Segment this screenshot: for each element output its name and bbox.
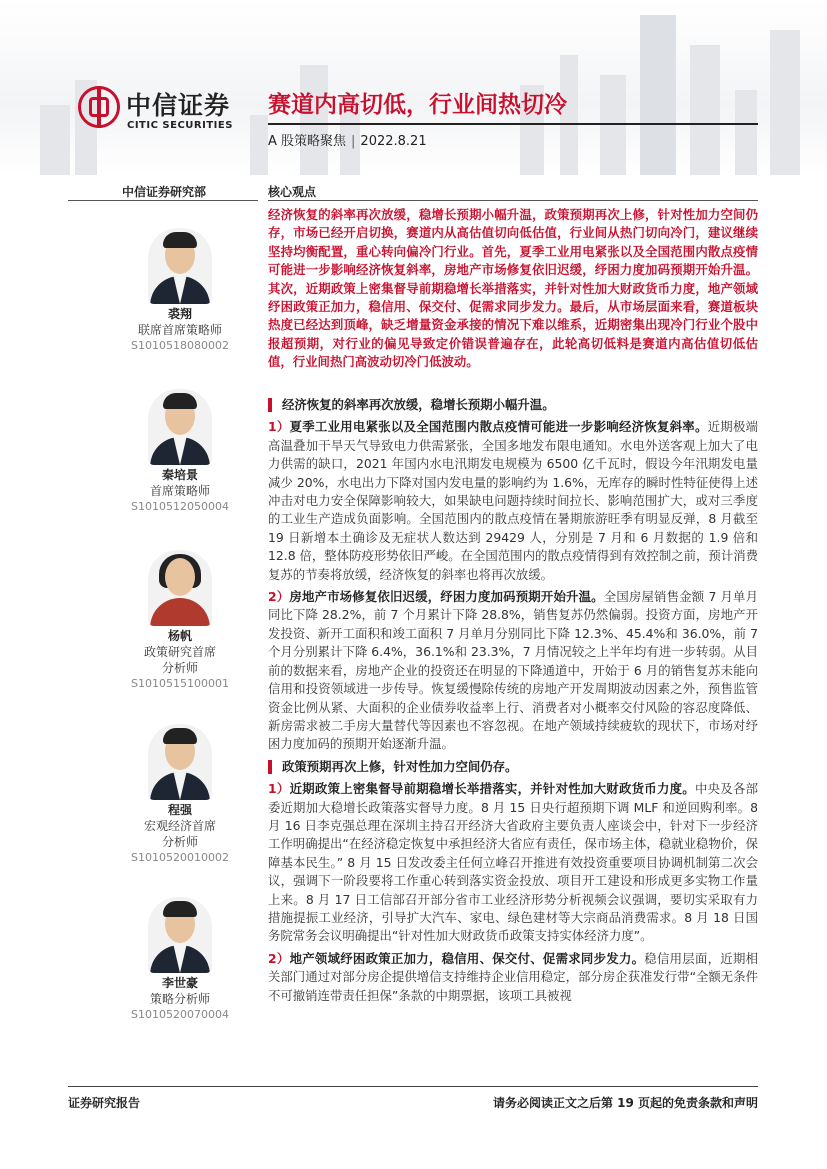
divider (68, 200, 258, 201)
analyst-title: 分析师 (161, 835, 198, 849)
body-paragraph (268, 950, 758, 1005)
analyst-license-id: S1010520070004 (131, 1008, 229, 1021)
analyst-title: 联席首席策略师 (137, 323, 222, 337)
avatar (148, 228, 212, 304)
analyst-license-id: S1010512050004 (131, 500, 229, 513)
item-number: 2） (268, 589, 290, 605)
analyst-license-id: S1010518080002 (131, 339, 229, 352)
paragraph-body: 全国房屋销售金额 7 月单月同比下降 28.2%，前 7 个月累计下降 28.8%，销售复苏仍然偏弱。投资方面，房地产开发投资、新开工面积和竣工面积 7 月单月分别同比下降 12.3%、45.4%和 36.0%，前 7 个月分别累计下降 6.4%，36.1%和 23.3%，7 月情况较之上半年均有进一步转弱。从目前的数据来看，房地产企业的投资还在明显的下降通道中，开始于 6 月的销售复苏未能向信用和投资领域进一步传导。恢复缓慢除传统的房地产开发周期波动因素之外，预售监管资金比例从紧、大面积的企业债券收益率上行、消费者对小概率交付风险的容忍度降低、新房需求被二手房大量替代等因素也不容忽视。在地产领域持续疲软的现状下，市场对纾困力度加码的预期开始逐渐升温。 (268, 589, 759, 752)
avatar (148, 724, 212, 800)
report-series: A 股策略聚焦 (268, 134, 347, 149)
avatar (148, 550, 212, 626)
paragraph-body: 中央及各部委近期加大稳增长政策落实督导力度。8 月 15 日央行超预期下调 MLF 和逆回购利率。8 月 16 日李克强总理在深圳主持召开经济大省政府主要负责人座谈会中，针对下一步经济工作明确提出“在经济稳定恢复中承担经济大省应有责任，保市场主体，稳就业稳物价，保障基本民生。” 8 月 15 日发改委主任何立峰召开推进有效投资重要项目协调机制第二次会议，强调下一阶段要将工作重心转到落实资金投放、项目开工建设和形成更多实物工作量上来。8 月 17 日工信部召开部分省市工业经济形势分析视频会议强调，要切实采取有力措施提振工业经济，引导扩大汽车、家电、绿色建材等大宗商品消费需求。8 月 18 日国务院常务会议明确提出“针对性加大财政货币政策支持实体经济力度”。 (268, 781, 759, 944)
analyst-card (100, 550, 260, 692)
item-number: 1） (268, 419, 290, 435)
footer-divider (68, 1086, 758, 1087)
analyst-license-id: S1010520010002 (131, 851, 229, 864)
separator: | (351, 134, 356, 149)
section-heading: 政策预期再次上修，针对性加力空间仍存。 (268, 758, 758, 776)
body-paragraph (268, 588, 758, 754)
report-title: 赛道内高切低，行业间热切冷 (268, 92, 567, 118)
paragraph-body: 稳信用层面，近期相关部门通过对部分房企提供增信支持维持企业信用稳定，部分房企获准发行带“全额无条件不可撤销连带责任担保”条款的中期票据，该项工具被视 (268, 950, 759, 1003)
logo-text-cn: 中信证券 (126, 91, 231, 120)
citic-logo-icon (78, 86, 120, 128)
analyst-title: 策略分析师 (149, 992, 210, 1006)
core-view-text: 经济恢复的斜率再次放缓，稳增长预期小幅升温，政策预期再次上修，针对性加力空间仍存，市场已经开启切换，赛道内从高估值切向低估值，行业间从热门切向冷门，建议继续坚持均衡配置，重心转向偏冷门行业。首先，夏季工业用电紧张以及全国范围内散点疫情可能进一步影响经济恢复斜率，房地产市场修复依旧迟缓，纾困力度加码预期开始升温。其次，近期政策上密集督导前期稳增长举措落实，并针对性加大财政货币力度，地产领域纾困政策正加力，稳信用、保交付、促需求同步发力。最后，从市场层面来看，赛道板块热度已经达到顶峰，缺乏增量资金承接的情况下难以维系，近期密集出现冷门行业个股中报超预期，对行业的偏见导致定价错误普遍存在，此轮高切低料是赛道内高估值切低估值，行业间热门高波动切冷门低波动。 (268, 207, 758, 370)
avatar (148, 389, 212, 465)
analyst-title: 宏观经济首席 (143, 819, 216, 833)
body-paragraph (268, 418, 758, 584)
analyst-card (100, 724, 260, 866)
citic-logo (78, 84, 258, 140)
analyst-name: 程强 (167, 803, 192, 817)
item-number: 2） (268, 950, 290, 966)
paragraph-lead: 夏季工业用电紧张以及全国范围内散点疫情可能进一步影响经济恢复斜率。 (289, 419, 708, 435)
analyst-card (100, 228, 260, 354)
core-view-heading: 核心观点 (268, 185, 317, 199)
report-date: 2022.8.21 (360, 134, 427, 149)
item-number: 1） (268, 781, 290, 797)
analyst-title: 政策研究首席 (143, 645, 216, 659)
paragraph-lead: 近期政策上密集督导前期稳增长举措落实，并针对性加大财政货币力度。 (289, 781, 695, 797)
analyst-name: 杨帆 (167, 629, 192, 643)
paragraph-body: 近期极端高温叠加干旱天气导致电力供需紧张，全国多地发布限电通知。水电外送客观上加大了电力供需的缺口，2021 年国内水电汛期发电规模为 6500 亿千瓦时，假设今年汛期发电量减少 20%，水电出力下降对国内发电量的影响约为 1.6%，无库存的瞬时性特征使得上述冲击对电力安全保障影响较大，如果缺电问题持续时间拉长、影响范围扩大，或对三季度的工业生产造成负面影响。全国范围内的散点疫情在暑期旅游旺季有明显反弹，8 月截至 19 日新增本土确诊及无症状人数达到 29429 人，分别是 7 月和 6 月数据的 1.9 倍和 12.8 倍，整体防疫形势依旧严峻。在全国范围内的散点疫情得到有效控制之前，预计消费复苏的节奏将放缓，经济恢复的斜率也将再次放缓。 (268, 419, 759, 582)
analyst-name: 秦培景 (161, 468, 198, 482)
divider (268, 200, 758, 201)
paragraph-lead: 房地产市场修复依旧迟缓，纾困力度加码预期开始升温。 (289, 589, 604, 605)
paragraph-lead: 地产领域纾困政策正加力，稳信用、保交付、促需求同步发力。 (289, 950, 645, 966)
body-paragraph (268, 780, 758, 946)
logo-text-en: CITIC SECURITIES (127, 120, 233, 131)
analyst-title: 首席策略师 (149, 484, 210, 498)
analyst-license-id: S1010515100001 (131, 677, 229, 690)
avatar (148, 897, 212, 973)
footer-disclaimer: 请务必阅读正文之后第 19 页起的免责条款和声明 (492, 1096, 758, 1110)
section-heading: 经济恢复的斜率再次放缓，稳增长预期小幅升温。 (268, 396, 758, 414)
analyst-name: 裘翔 (167, 307, 192, 321)
main-body (268, 396, 758, 1009)
footer-report-type: 证券研究报告 (68, 1096, 141, 1110)
analyst-name: 李世豪 (161, 976, 198, 990)
analyst-card (100, 389, 260, 515)
sidebar-heading: 中信证券研究部 (122, 185, 207, 199)
report-subtitle (268, 123, 758, 149)
analyst-card (100, 897, 260, 1023)
analyst-title: 分析师 (161, 661, 198, 675)
